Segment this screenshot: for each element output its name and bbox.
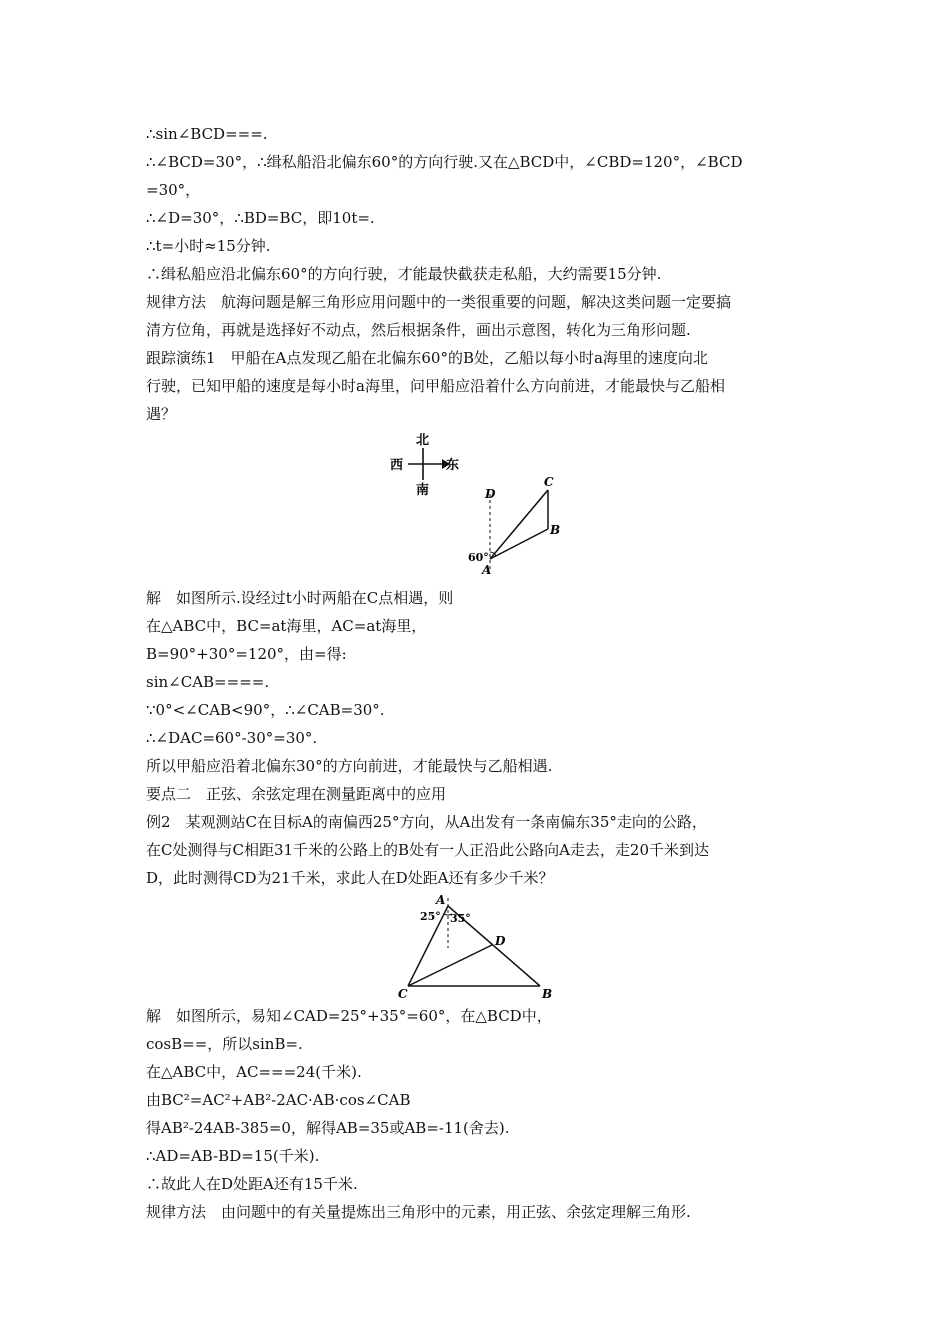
solution-line: ∴AD=AB-BD=15(千米). — [146, 1147, 320, 1165]
solution-line: 解 如图所示，易知∠CAD=25°+35°=60°，在△BCD中， — [146, 1007, 552, 1025]
point-A-label: A — [482, 563, 492, 577]
solution-line: 在△ABC中，BC=at海里，AC=at海里， — [146, 617, 427, 635]
angle-35-label: 35° — [450, 912, 471, 925]
segment-AB — [490, 529, 548, 559]
segment-AC-inner — [490, 492, 546, 559]
compass-north-label: 北 — [416, 433, 430, 448]
compass-south-label: 南 — [416, 483, 430, 498]
point-C-label: C — [544, 475, 554, 489]
figure-distance-diagram — [146, 892, 814, 1002]
segment-CD — [408, 945, 492, 986]
text-line: ∴sin∠BCD===. — [146, 125, 268, 143]
figure-navigation-diagram — [146, 428, 814, 584]
point-D-label: D — [485, 487, 496, 501]
text-line: ∴t=小时≈15分钟. — [146, 237, 271, 255]
compass-east-label: 东 — [446, 458, 460, 473]
navigation-diagram-svg — [146, 428, 814, 584]
solution-line: 所以甲船应沿着北偏东30°的方向前进，才能最快与乙船相遇. — [146, 757, 553, 775]
example-line: D，此时测得CD为21千米，求此人在D处距A还有多少千米？ — [146, 869, 554, 887]
solution-line: ∴故此人在D处距A还有15千米. — [146, 1175, 358, 1193]
compass-icon — [390, 433, 459, 498]
text-line: ∴∠BCD=30°，∴缉私船沿北偏东60°的方向行驶.又在△BCD中，∠CBD=120°，∠BCD — [146, 153, 743, 171]
point-A-label: A — [436, 893, 446, 907]
compass-west-label: 西 — [390, 458, 404, 473]
solution-line: 在△ABC中，AC===24(千米). — [146, 1063, 362, 1081]
point-B-label: B — [542, 987, 553, 1001]
solution-line: sin∠CAB====. — [146, 673, 270, 691]
solution-line: 由BC²=AC²+AB²-2AC·AB·cos∠CAB — [146, 1091, 411, 1109]
solution-line: 得AB²-24AB-385=0，解得AB=35或AB=-11(舍去). — [146, 1119, 510, 1137]
practice-problem-line: 遇？ — [146, 405, 177, 423]
method-note-line: 清方位角，再就是选择好不动点，然后根据条件，画出示意图，转化为三角形问题. — [146, 321, 691, 339]
point-D-label: D — [495, 934, 506, 948]
key-point-heading: 要点二 正弦、余弦定理在测量距离中的应用 — [146, 785, 447, 803]
solution-line: ∵0°<∠CAB<90°，∴∠CAB=30°. — [146, 701, 385, 719]
practice-problem-line: 行驶，已知甲船的速度是每小时a海里，问甲船应沿着什么方向前进，才能最快与乙船相 — [146, 377, 725, 395]
point-B-label: B — [550, 523, 561, 537]
example-line: 例2 某观测站C在目标A的南偏西25°方向，从A出发有一条南偏东35°走向的公路， — [146, 813, 707, 831]
solution-line: ∴∠DAC=60°-30°=30°. — [146, 729, 318, 747]
text-line: ∴缉私船应沿北偏东60°的方向行驶，才能最快截获走私船，大约需要15分钟. — [146, 265, 662, 283]
angle-60-label: 60° — [468, 551, 489, 564]
solution-line: cosB==，所以sinB=. — [146, 1035, 303, 1053]
document-page — [146, 120, 814, 1226]
example-line: 在C处测得与C相距31千米的公路上的B处有一人正沿此公路向A走去，走20千米到达 — [146, 841, 709, 859]
solution-line: 解 如图所示.设经过t小时两船在C点相遇，则 — [146, 589, 454, 607]
practice-problem-line: 跟踪演练1 甲船在A点发现乙船在北偏东60°的B处，乙船以每小时a海里的速度向北 — [146, 349, 708, 367]
text-line: =30°， — [146, 181, 201, 199]
text-line: ∴∠D=30°，∴BD=BC，即10t=. — [146, 209, 375, 227]
angle-25-label: 25° — [420, 910, 441, 923]
solution-line: B=90°+30°=120°，由=得: — [146, 645, 347, 663]
method-note-line: 规律方法 由问题中的有关量提炼出三角形中的元素，用正弦、余弦定理解三角形. — [146, 1203, 691, 1221]
method-note-line: 规律方法 航海问题是解三角形应用问题中的一类很重要的问题，解决这类问题一定要搞 — [146, 293, 732, 311]
distance-diagram-svg — [146, 892, 814, 1002]
point-C-label: C — [398, 987, 408, 1001]
